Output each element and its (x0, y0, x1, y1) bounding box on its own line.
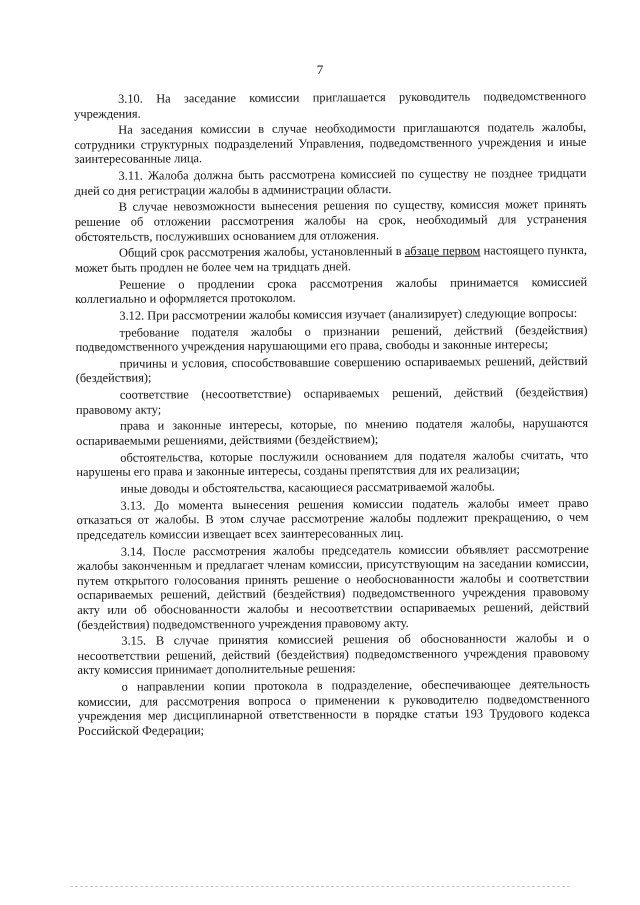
page-number: 7 (316, 62, 324, 77)
list-item-other-arguments: иные доводы и обстоятельства, касающиеся рассматриваемой жалобы. (120, 479, 495, 496)
paragraph-invitees: На заседания комиссии в случае необходимости приглашаются податель жалобы, сотрудники структурных подразделений Управления, подведомственного учреждения и иные заинтересованные лица. (74, 120, 587, 167)
list-item-circumstances: обстоятельства, которые послужили основанием для подателя жалобы считать, что нарушены его права и законные интересы, созданы препятствия для их реализации; (76, 447, 589, 480)
paragraph-3-14: 3.14. После рассмотрения жалобы председатель комиссии объявляет рассмотрение жалобы законченным и предлагает членам комиссии, присутствующим на заседании комиссии, путем открытого голосования принять решение о необоснованности жалобы и соответствии оспариваемых решений, действий (бездействия) подведомственного учреждения правовому акту или об обоснованности жалобы и несоответствии оспариваемых решений, действий (бездействия) подведомственного учреждения правовому акту. (76, 541, 590, 632)
list-item-conformity: соответствие (несоответствие) оспариваемых решений, действий (бездействия) правовому акту; (75, 384, 588, 417)
scan-artifact-line (70, 886, 570, 889)
paragraph-3-10: 3.10. На заседание комиссии приглашается руководитель подведомственного учреждения. (74, 88, 587, 121)
paragraph-3-13: 3.13. До момента вынесения решения комиссии податель жалобы имеет право отказаться от жалобы. В этом случае рассмотрение жалобы подлежит прекращению, о чем председатель комиссии извещает всех заинтересованных лиц. (76, 495, 589, 542)
list-item-protocol-copy: о направлении копии протокола в подразделение, обеспечивающее деятельность комиссии, для рассмотрения вопроса о применении к руководителю подведомственного учреждения мер дисциплинарной ответственности в порядке статьи 193 Трудового кодекса Российской Федерации; (77, 676, 590, 738)
paragraph-total-term (75, 243, 587, 275)
paragraph-3-11: 3.11. Жалоба должна быть рассмотрена комиссией по существу не позднее тридцати дней со дня регистрации жалобы в администрации области. (74, 166, 587, 198)
first-paragraph-link[interactable]: абзаце первом (404, 243, 481, 259)
list-item-requirement: требование подателя жалобы о признании решений, действий (бездействия) подведомственного учреждения нарушающими его права, свободы и законные интересы; (75, 322, 588, 355)
paragraph-3-12: 3.12. При рассмотрении жалобы комиссия изучает (анализирует) следующие вопросы: (119, 305, 578, 323)
list-item-rights: права и законные интересы, которые, по мнению подателя жалобы, нарушаются оспариваемыми решениями, действиями (бездействием); (76, 416, 589, 448)
total-term-text-before: Общий срок рассмотрения жалобы, установленный в (118, 244, 405, 261)
document-body (74, 89, 590, 741)
paragraph-postponement: В случае невозможности вынесения решения по существу, комиссия может принять решение об отложении рассмотрения жалобы на срок, необходимый для устранения обстоятельств, послуживших основанием для отложения. (74, 197, 587, 244)
paragraph-3-15: 3.15. В случае принятия комиссией решения об обоснованности жалобы и о несоответствии решений, действий (бездействия) подведомственного учреждения правовому акту комиссия принимает дополнительные решения: (77, 631, 590, 678)
total-term-text-after: настоящего пункта, может быть продлен не более чем на тридцать дней. (75, 243, 588, 275)
paragraph-extension-decision: Решение о продлении срока рассмотрения жалобы принимается комиссией коллегиально и оформляется протоколом. (75, 274, 588, 307)
list-item-causes: причины и условия, способствовавшие совершению оспариваемых решений, действий (бездействия); (75, 353, 588, 386)
